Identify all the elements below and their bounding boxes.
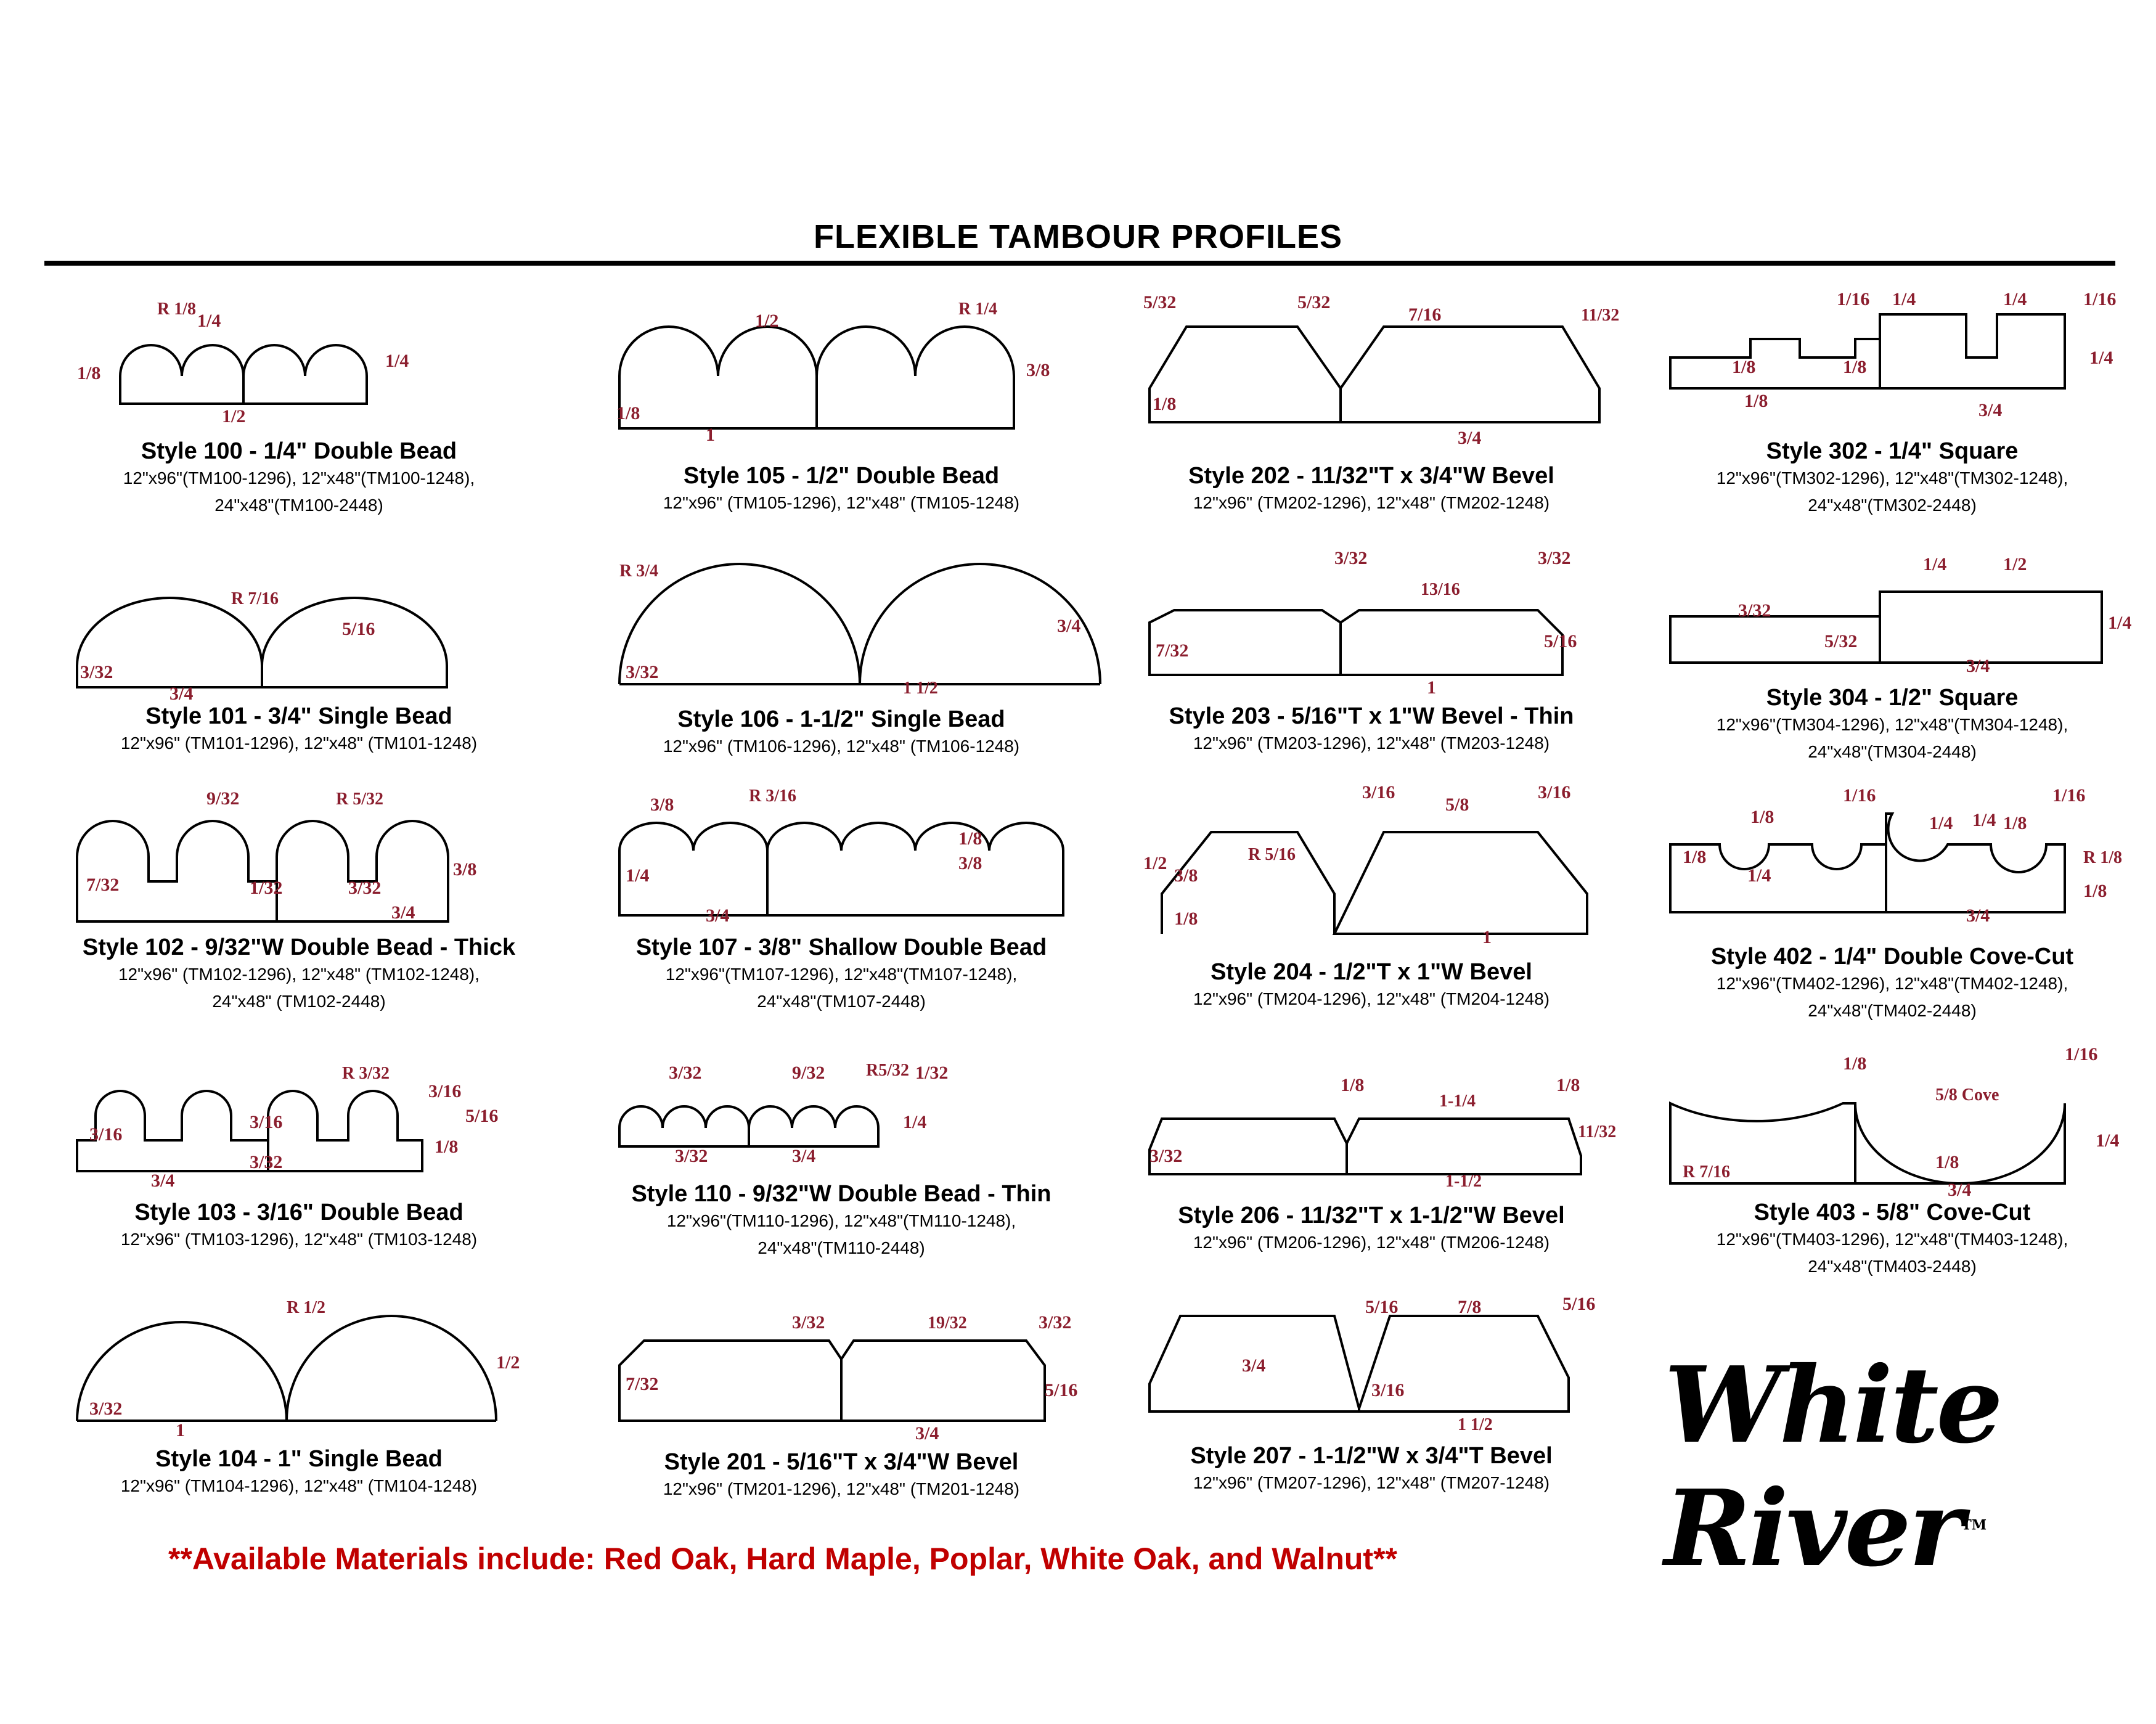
dimension-label: 1/2 [222, 406, 246, 427]
dimension-label: 1/8 [1843, 357, 1867, 377]
profile-diagram [1658, 785, 2126, 940]
dimension-label: R 7/16 [1683, 1162, 1730, 1182]
dimension-label: 1/8 [1683, 847, 1707, 867]
profile-style-name: Style 302 - 1/4" Square [1766, 438, 2019, 464]
dimension-label: 1-1/2 [1445, 1172, 1482, 1191]
profile-card [1137, 1069, 1617, 1256]
profile-diagram [65, 290, 533, 435]
dimension-label: 11/32 [1581, 306, 1620, 325]
profile-outline [1670, 592, 2102, 663]
profile-style-name: Style 203 - 5/16"T x 1"W Bevel - Thin [1169, 703, 1574, 729]
profile-card [1137, 284, 1620, 517]
dimension-label: 3/32 [1039, 1312, 1072, 1333]
dimension-label: 3/8 [453, 859, 477, 880]
dimension-label: 1/16 [2065, 1044, 2098, 1064]
dimension-label: 1 [1482, 927, 1492, 947]
title-rule [44, 261, 2115, 266]
profile-diagram [1658, 549, 2132, 681]
dimension-label: 1/4 [1892, 289, 1916, 309]
dimension-label: 9/32 [792, 1063, 825, 1083]
dimension-label: 1/8 [77, 363, 101, 383]
dimension-label: 1/4 [385, 351, 409, 371]
dimension-label: 5/16 [342, 619, 375, 639]
dimension-label: R 1/8 [157, 300, 196, 319]
profile-diagram [65, 1048, 533, 1196]
profile-style-name: Style 207 - 1-1/2"W x 3/4"T Bevel [1190, 1443, 1553, 1469]
dimension-label: 3/16 [1362, 782, 1395, 803]
profile-style-name: Style 105 - 1/2" Double Bead [683, 463, 1000, 489]
profile-diagram [607, 783, 1076, 931]
profile-diagram [1137, 1291, 1606, 1439]
dimension-label: 7/32 [86, 875, 120, 895]
profile-outline [1149, 327, 1599, 422]
profile-sizes: 24"x48"(TM107-2448) [757, 992, 926, 1011]
dimension-label: 3/4 [1057, 616, 1081, 636]
dimension-label: 5/32 [1297, 292, 1331, 313]
profile-style-name: Style 100 - 1/4" Double Bead [141, 438, 457, 464]
dimension-label: 5/8 [1445, 795, 1469, 815]
dimension-label: 1/4 [197, 311, 221, 331]
profile-outline [1149, 610, 1562, 675]
dimension-label: 3/32 [1738, 600, 1771, 621]
dimension-label: 1/16 [2083, 289, 2117, 309]
profile-sizes: 24"x48"(TM100-2448) [214, 496, 383, 515]
dimension-label: 1/4 [1929, 813, 1953, 833]
dimension-label: 1/8 [2083, 881, 2107, 901]
profile-sizes: 24"x48"(TM304-2448) [1808, 742, 1977, 761]
profile-card [607, 1297, 1076, 1503]
profile-sizes: 12"x96" (TM206-1296), 12"x48" (TM206-1248) [1193, 1233, 1550, 1252]
dimension-label: 5/16 [1544, 631, 1577, 652]
profile-sizes: 12"x96" (TM207-1296), 12"x48" (TM207-1248) [1193, 1473, 1550, 1492]
page-title: FLEXIBLE TAMBOUR PROFILES [814, 218, 1342, 255]
profile-sizes: 24"x48" (TM102-2448) [212, 992, 386, 1011]
profile-diagram [65, 783, 533, 931]
dimension-label: 3/16 [250, 1112, 283, 1132]
dimension-label: 3/16 [428, 1081, 462, 1101]
profile-card [607, 783, 1076, 1015]
profile-diagram [607, 1297, 1076, 1445]
materials-note: **Available Materials include: Red Oak, Hard Maple, Poplar, White Oak, and Walnut** [168, 1542, 1398, 1576]
profile-diagram [1137, 783, 1606, 955]
dimension-label: 1/32 [915, 1063, 949, 1083]
dimension-label: 1/8 [1153, 394, 1177, 414]
dimension-label: 5/32 [1824, 631, 1858, 652]
profile-sizes: 12"x96"(TM107-1296), 12"x48"(TM107-1248), [665, 965, 1018, 984]
dimension-label: R 3/16 [749, 786, 796, 806]
dimension-label: 1 [176, 1420, 185, 1440]
profile-outline [619, 1106, 878, 1146]
profile-card [65, 783, 533, 1015]
profile-style-name: Style 102 - 9/32"W Double Bead - Thick [82, 934, 516, 960]
dimension-label: 3/8 [650, 795, 674, 815]
profile-sizes: 12"x96" (TM106-1296), 12"x48" (TM106-1248) [663, 737, 1020, 756]
dimension-label: 5/32 [1143, 292, 1177, 313]
dimension-label: 3/8 [1026, 360, 1050, 380]
dimension-label: 3/32 [669, 1063, 702, 1083]
dimension-label: 3/32 [1538, 548, 1571, 568]
profile-sizes: 12"x96" (TM102-1296), 12"x48" (TM102-1248), [118, 965, 480, 984]
dimension-label: 3/4 [391, 902, 415, 923]
dimension-label: 1/8 [1732, 357, 1756, 377]
profile-card [65, 1294, 533, 1500]
dimension-label: 1/2 [1143, 853, 1167, 873]
dimension-label: 9/32 [206, 788, 240, 809]
dimension-label: 3/4 [1458, 428, 1482, 448]
dimension-label: 1 1/2 [903, 679, 938, 698]
profile-sizes: 12"x96"(TM302-1296), 12"x48"(TM302-1248), [1716, 468, 2068, 488]
profile-card [1137, 549, 1606, 757]
dimension-label: R 3/4 [619, 562, 658, 581]
dimension-label: 1/2 [2003, 554, 2027, 574]
profile-outline [77, 1316, 496, 1421]
dimension-label: 1/4 [2096, 1130, 2120, 1151]
dimension-label: R 5/32 [336, 790, 383, 809]
dimension-label: R 1/8 [2083, 848, 2122, 867]
dimension-label: 5/16 [465, 1106, 499, 1126]
dimension-label: 1 [706, 425, 715, 445]
logo-wordmark: White River [1664, 1344, 2001, 1590]
dimension-label: 1/4 [2108, 613, 2132, 633]
profile-outline [120, 345, 367, 404]
dimension-label: 1 1/2 [1458, 1415, 1493, 1434]
profile-sizes: 12"x96" (TM104-1296), 12"x48" (TM104-1248) [120, 1476, 478, 1495]
profile-style-name: Style 104 - 1" Single Bead [155, 1446, 443, 1472]
profile-outline [1149, 1316, 1569, 1411]
dimension-label: 1/4 [626, 865, 650, 886]
profile-sizes: 12"x96"(TM100-1296), 12"x48"(TM100-1248), [123, 468, 475, 488]
dimension-label: 3/16 [1371, 1380, 1405, 1400]
dimension-label: 1/4 [2003, 289, 2027, 309]
profile-diagram [65, 1294, 533, 1442]
profile-outline [619, 327, 1014, 428]
dimension-label: 19/32 [928, 1313, 967, 1333]
profile-diagram [1137, 549, 1606, 700]
dimension-label: R5/32 [866, 1061, 909, 1080]
dimension-label: 13/16 [1421, 580, 1460, 599]
profile-sizes: 24"x48"(TM110-2448) [757, 1238, 925, 1257]
profile-style-name: Style 402 - 1/4" Double Cove-Cut [1710, 944, 2074, 970]
profile-style-name: Style 202 - 11/32"T x 3/4"W Bevel [1188, 463, 1554, 489]
dimension-label: 1/2 [755, 311, 779, 331]
dimension-label: 3/4 [1242, 1355, 1266, 1376]
profile-card [1137, 783, 1606, 1013]
profile-outline [77, 598, 447, 687]
dimension-label: 1 [1427, 677, 1436, 698]
profile-diagram [1658, 290, 2126, 435]
profile-sizes: 12"x96" (TM203-1296), 12"x48" (TM203-1248) [1193, 733, 1550, 753]
dimension-label: 1/8 [1744, 391, 1768, 411]
dimension-label: 3/32 [89, 1399, 123, 1419]
profile-card [65, 1048, 533, 1253]
profile-diagram [1658, 1044, 2126, 1200]
profile-diagram [607, 552, 1081, 703]
profile-outline [1149, 1119, 1581, 1174]
profile-outline [619, 1341, 1045, 1421]
profile-diagram [1137, 284, 1620, 459]
profile-style-name: Style 101 - 3/4" Single Bead [145, 703, 452, 729]
profile-card [1658, 1044, 2126, 1280]
dimension-label: 3/4 [792, 1146, 816, 1166]
dimension-label: 11/32 [1578, 1122, 1617, 1142]
profile-outline [619, 564, 1100, 684]
profile-sizes: 12"x96" (TM201-1296), 12"x48" (TM201-1248) [663, 1479, 1020, 1498]
profile-card [607, 1054, 1076, 1262]
profile-sizes: 24"x48"(TM402-2448) [1808, 1001, 1977, 1020]
dimension-label: 1/8 [1843, 1053, 1867, 1074]
dimension-label: 3/4 [1978, 400, 2003, 420]
profile-style-name: Style 103 - 3/16" Double Bead [134, 1199, 463, 1225]
dimension-label: 1/16 [1837, 289, 1870, 309]
profile-outline [1162, 832, 1587, 934]
dimension-label: 3/32 [675, 1146, 708, 1166]
dimension-label: 5/16 [1562, 1294, 1596, 1314]
dimension-label: 3/32 [348, 878, 382, 898]
dimension-label: 1/8 [1174, 909, 1198, 929]
dimension-label: 3/4 [1948, 1180, 1972, 1200]
profile-sizes: 24"x48"(TM302-2448) [1808, 496, 1977, 515]
dimension-label: 5/16 [1365, 1297, 1399, 1317]
profile-style-name: Style 201 - 5/16"T x 3/4"W Bevel [664, 1449, 1019, 1475]
profile-sizes: 12"x96" (TM204-1296), 12"x48" (TM204-1248) [1193, 989, 1550, 1008]
dimension-label: 1/8 [1935, 1152, 1959, 1172]
profile-card [607, 290, 1076, 517]
profile-sizes: 12"x96"(TM402-1296), 12"x48"(TM402-1248), [1716, 974, 2068, 993]
profile-card [607, 552, 1081, 760]
dimension-label: 3/8 [958, 853, 982, 873]
dimension-label: R 1/4 [958, 300, 997, 319]
dimension-label: 3/16 [89, 1124, 123, 1145]
dimension-label: 1-1/4 [1439, 1092, 1476, 1111]
profile-card [1137, 1291, 1606, 1497]
profile-style-name: Style 110 - 9/32"W Double Bead - Thin [631, 1181, 1051, 1207]
profile-sizes: 12"x96" (TM101-1296), 12"x48" (TM101-1248) [120, 733, 478, 753]
dimension-label: 3/4 [915, 1423, 939, 1444]
dimension-label: 1/4 [2089, 348, 2113, 368]
profile-diagram [607, 1054, 1076, 1177]
profile-style-name: Style 204 - 1/2"T x 1"W Bevel [1211, 959, 1532, 985]
dimension-label: 3/4 [706, 905, 730, 926]
profile-sizes: 24"x48"(TM403-2448) [1808, 1257, 1977, 1276]
dimension-label: 5/8 Cove [1935, 1085, 1999, 1105]
dimension-label: 7/8 [1458, 1297, 1482, 1317]
dimension-label: 5/16 [1045, 1380, 1078, 1400]
dimension-label: 1/16 [1843, 785, 1876, 806]
dimension-label: 3/32 [1334, 548, 1368, 568]
dimension-label: 1/8 [1341, 1075, 1365, 1095]
dimension-label: 1/8 [1556, 1075, 1580, 1095]
dimension-label: 1/4 [1923, 554, 1947, 574]
profile-card [65, 573, 533, 757]
dimension-label: 7/32 [1156, 640, 1189, 661]
dimension-label: 1/8 [958, 828, 982, 849]
dimension-label: R 7/16 [231, 589, 279, 608]
profile-outline [1670, 314, 2065, 388]
dimension-label: 3/4 [1966, 905, 1990, 926]
dimension-label: 3/32 [80, 662, 113, 682]
dimension-label: 3/4 [1966, 656, 1990, 676]
profile-sizes: 12"x96" (TM202-1296), 12"x48" (TM202-1248) [1193, 493, 1550, 512]
dimension-label: 1/4 [1972, 810, 1996, 830]
dimension-label: 3/4 [151, 1170, 175, 1191]
dimension-label: 1/8 [2003, 813, 2027, 833]
profile-diagram [65, 573, 533, 704]
profile-sizes: 12"x96" (TM105-1296), 12"x48" (TM105-1248) [663, 493, 1020, 512]
profile-card [1658, 785, 2126, 1024]
dimension-label: 1/4 [903, 1112, 927, 1132]
profile-style-name: Style 106 - 1-1/2" Single Bead [677, 706, 1005, 732]
dimension-label: 3/8 [1174, 865, 1198, 886]
profile-style-name: Style 304 - 1/2" Square [1766, 685, 2019, 711]
dimension-label: 1/8 [1750, 807, 1774, 827]
dimension-label: 3/32 [792, 1312, 825, 1333]
dimension-label: 1/8 [616, 403, 640, 423]
profile-sizes: 12"x96"(TM403-1296), 12"x48"(TM403-1248), [1716, 1230, 2068, 1249]
dimension-label: 1/4 [1747, 865, 1771, 886]
dimension-label: R 5/16 [1248, 845, 1296, 864]
dimension-label: 1/32 [250, 878, 283, 898]
profile-card [1658, 290, 2126, 519]
profile-card [65, 290, 533, 519]
dimension-label: 1/16 [2052, 785, 2086, 806]
dimension-label: 1/2 [496, 1352, 520, 1373]
dimension-label: 3/4 [169, 684, 194, 704]
dimension-label: 3/32 [250, 1152, 283, 1172]
dimension-label: 1/8 [435, 1137, 459, 1157]
dimension-label: 7/16 [1408, 304, 1442, 325]
profile-style-name: Style 107 - 3/8" Shallow Double Bead [635, 934, 1047, 960]
dimension-label: 7/32 [626, 1374, 659, 1394]
profile-diagram [607, 290, 1076, 459]
dimension-label: R 1/2 [287, 1298, 325, 1317]
profile-sizes: 12"x96"(TM304-1296), 12"x48"(TM304-1248), [1716, 715, 2068, 734]
profile-diagram [1137, 1069, 1617, 1199]
dimension-label: R 3/32 [342, 1064, 390, 1083]
profile-sizes: 12"x96" (TM103-1296), 12"x48" (TM103-1248) [120, 1230, 478, 1249]
profile-sizes: 12"x96"(TM110-1296), 12"x48"(TM110-1248), [666, 1211, 1016, 1230]
profile-style-name: Style 403 - 5/8" Cove-Cut [1754, 1199, 2031, 1225]
dimension-label: 3/32 [1149, 1146, 1183, 1166]
dimension-label: 3/16 [1538, 782, 1571, 803]
white-river-logo [1664, 1344, 2156, 1590]
profile-style-name: Style 206 - 11/32"T x 1-1/2"W Bevel [1178, 1203, 1565, 1228]
dimension-label: 3/32 [626, 662, 659, 682]
profile-outline [619, 823, 1063, 915]
trademark-mark: TM [1961, 1517, 1987, 1534]
profile-card [1658, 549, 2132, 766]
